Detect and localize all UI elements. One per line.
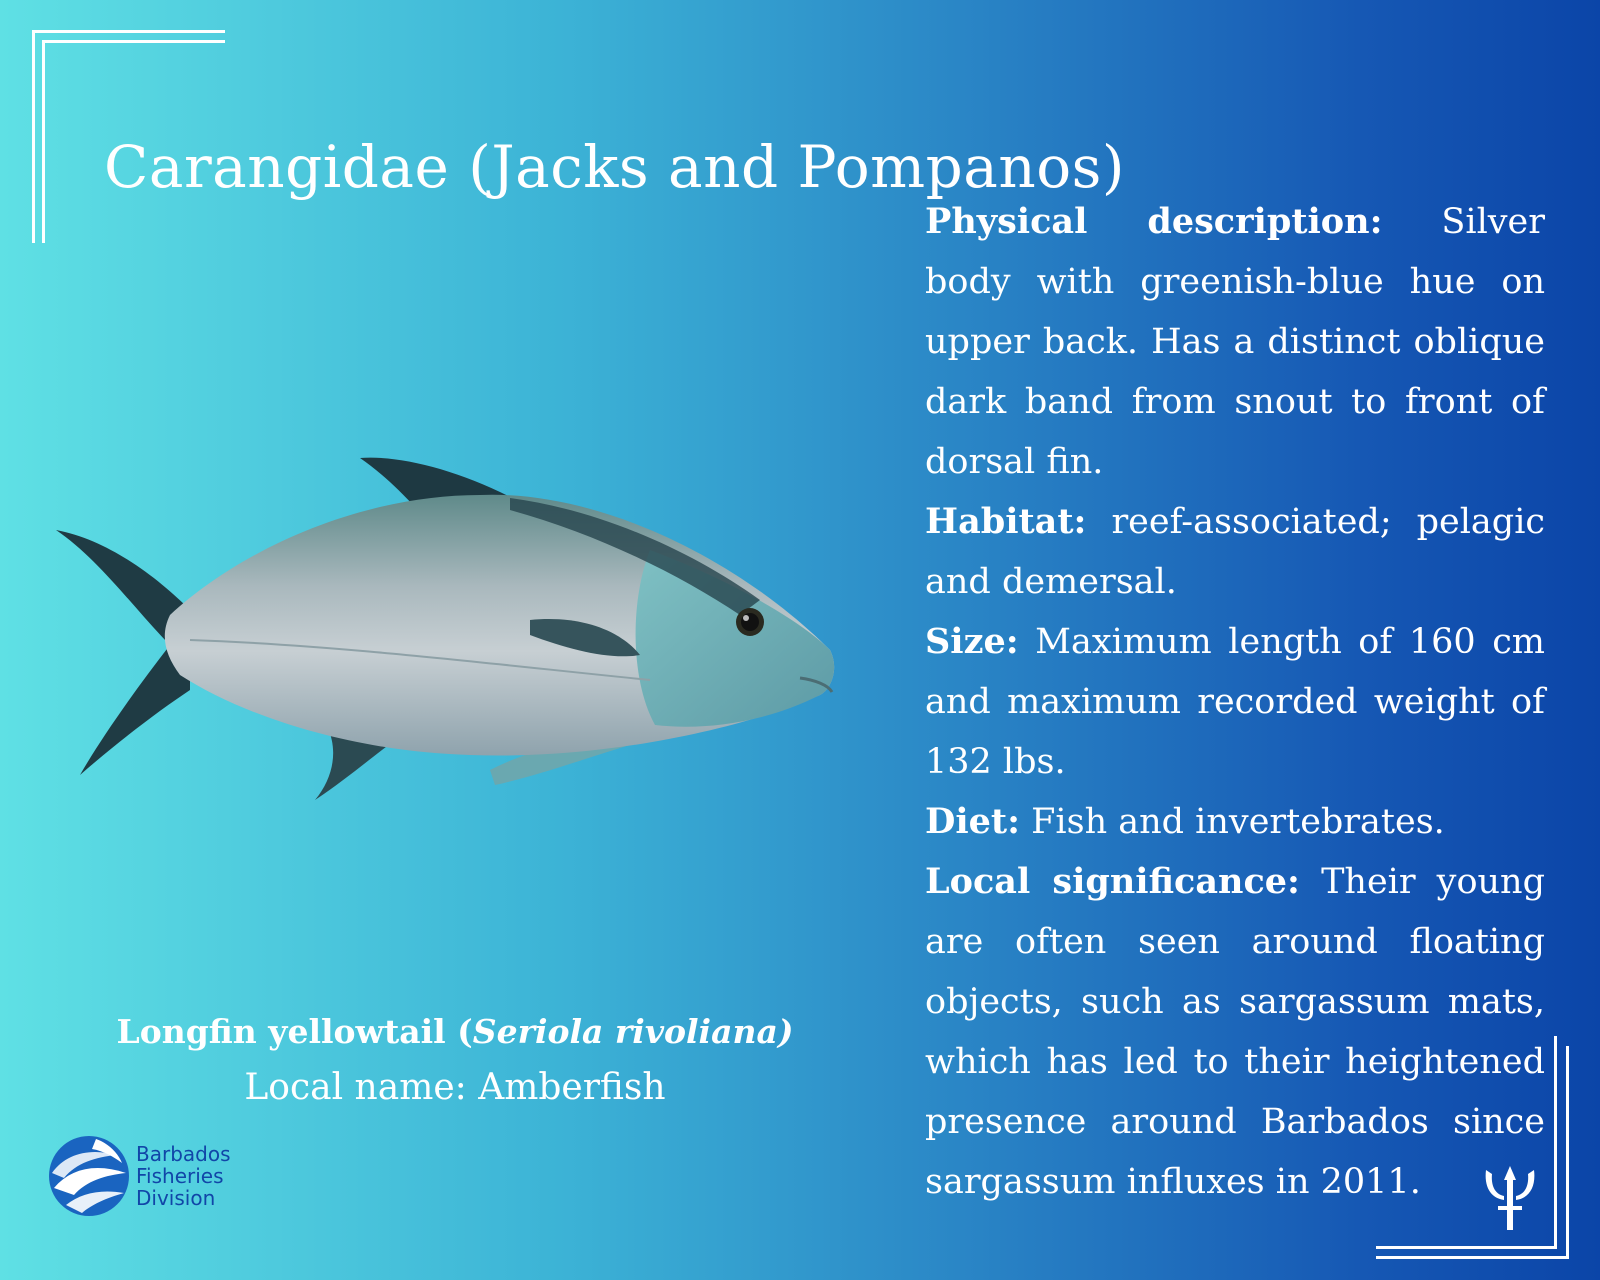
description-size-label: Size: (925, 621, 1019, 662)
logo-line-2: Fisheries (136, 1164, 224, 1188)
logo-wordmark (136, 1143, 231, 1209)
description-diet-label: Diet: (925, 801, 1021, 842)
description-diet-text: Fish and invertebrates. (1020, 802, 1445, 842)
scientific-name-text: Seriola rivoliana) (472, 1012, 794, 1051)
trident-icon (1480, 1166, 1540, 1230)
description-diet (925, 792, 1545, 852)
page-title: Carangidae (Jacks and Pompanos) (104, 132, 1126, 201)
description-habitat-label: Habitat: (925, 501, 1087, 542)
description-physical-text: Silver body with greenish-blue hue on upper back. Has a distinct oblique dark band from snout to front of dorsal fin. (925, 202, 1545, 482)
species-description (925, 192, 1545, 1212)
species-local-name: Local name: Amberfish (244, 1067, 666, 1108)
description-habitat-text: reef-associated; pelagic and demersal. (925, 502, 1545, 602)
fish-illustration (40, 440, 860, 830)
description-physical (925, 192, 1545, 492)
description-local-significance-text: Their young are often seen around floating objects, such as sargassum mats, which has led to their heightened presence around Barbados since sargassum influxes in 2011. (925, 862, 1545, 1202)
description-physical-label: Physical description: (925, 201, 1383, 242)
species-caption (80, 1008, 830, 1120)
description-size (925, 612, 1545, 792)
description-habitat (925, 492, 1545, 612)
common-name-text: Longfin yellowtail ( (116, 1012, 473, 1051)
description-local-significance-label: Local significance: (925, 861, 1300, 902)
logo-line-1: Barbados (136, 1142, 231, 1166)
description-local-significance (925, 852, 1545, 1212)
species-common-name (80, 1008, 830, 1056)
logo-line-3: Division (136, 1186, 216, 1210)
description-size-text: Maximum length of 160 cm and maximum recorded weight of 132 lbs. (925, 622, 1545, 782)
